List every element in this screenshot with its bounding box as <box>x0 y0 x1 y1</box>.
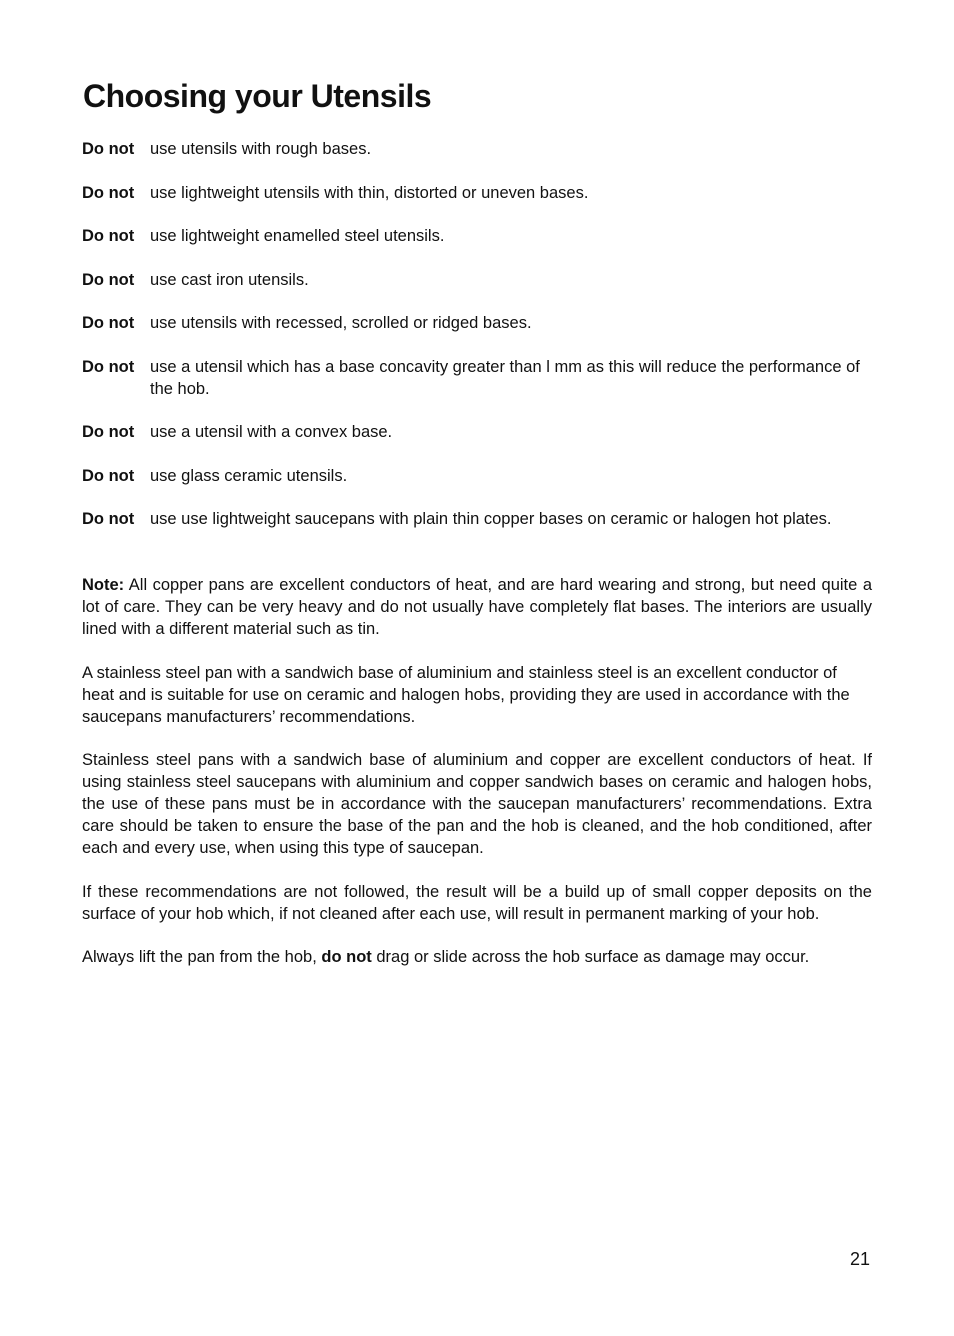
rule-text: use a utensil with a convex base. <box>150 423 393 441</box>
rule-text: use lightweight enamelled steel utensils. <box>150 227 445 245</box>
list-item <box>82 182 872 204</box>
paragraph: A stainless steel pan with a sandwich base of aluminium and stainless steel is an excellent conductor of heat and is suitable for use on ceramic and halogen hobs, providing they are used in accordance with the saucepans manufacturers’ recommendations. <box>82 663 850 726</box>
rule-text: use glass ceramic utensils. <box>150 466 348 485</box>
rule-label: Do not <box>82 270 135 289</box>
list-item <box>82 421 872 443</box>
list-item <box>82 138 872 160</box>
rule-text: use lightweight utensils with thin, distorted or uneven bases. <box>150 183 589 202</box>
final-text-bold: do not <box>321 948 372 966</box>
paragraph: If these recommendations are not followed, the result will be a build up of small copper deposits on the surface of your hob which, if not cleaned after each use, will result in permanent marking of your hob. <box>82 882 872 923</box>
rule-text: use a utensil which has a base concavity greater than l mm as this will reduce the performance of the hob. <box>150 357 860 398</box>
rule-text: use utensils with recessed, scrolled or ridged bases. <box>150 314 532 332</box>
rule-label: Do not <box>82 357 135 376</box>
note-paragraph <box>82 574 872 640</box>
page-title: Choosing your Utensils <box>83 78 432 114</box>
note-label: Note: <box>82 576 125 594</box>
paragraph: Stainless steel pans with a sandwich base of aluminium and copper are excellent conductors of heat. If using stainless steel saucepans with aluminium and copper sandwich bases on ceramic and halogen hobs, the use of these pans must be in accordance with the saucepan manufacturers’ recommendations. Extra care should be taken to ensure the base of the pan and the hob is cleaned, and the hob conditioned, after each and every use, when using this type of saucepan. <box>82 751 872 857</box>
list-item <box>82 508 872 530</box>
page-number: 21 <box>849 1249 870 1269</box>
final-text-before: Always lift the pan from the hob, <box>82 948 322 966</box>
list-item <box>82 225 872 247</box>
final-paragraph <box>82 946 872 968</box>
rule-text: use utensils with rough bases. <box>150 140 372 158</box>
rule-text: use cast iron utensils. <box>150 270 309 289</box>
rule-label: Do not <box>82 183 135 202</box>
rule-label: Do not <box>82 140 135 158</box>
list-item <box>82 312 872 334</box>
final-text-after: drag or slide across the hob surface as damage may occur. <box>371 948 810 966</box>
rule-label: Do not <box>82 227 135 245</box>
rule-label: Do not <box>82 314 135 332</box>
rule-label: Do not <box>82 466 135 485</box>
rule-label: Do not <box>82 423 135 441</box>
note-text: All copper pans are excellent conductors of heat, and are hard wearing and strong, but need quite a lot of care. They can be very heavy and do not usually have completely flat bases. The interiors are usually lined with a different material such as tin. <box>82 576 872 638</box>
do-not-list <box>82 138 872 552</box>
rule-text: use use lightweight saucepans with plain thin copper bases on ceramic or halogen hot plates. <box>150 510 832 528</box>
list-item <box>82 269 872 291</box>
list-item <box>82 465 872 487</box>
body-text <box>82 574 872 990</box>
rule-label: Do not <box>82 510 135 528</box>
list-item <box>82 356 872 400</box>
